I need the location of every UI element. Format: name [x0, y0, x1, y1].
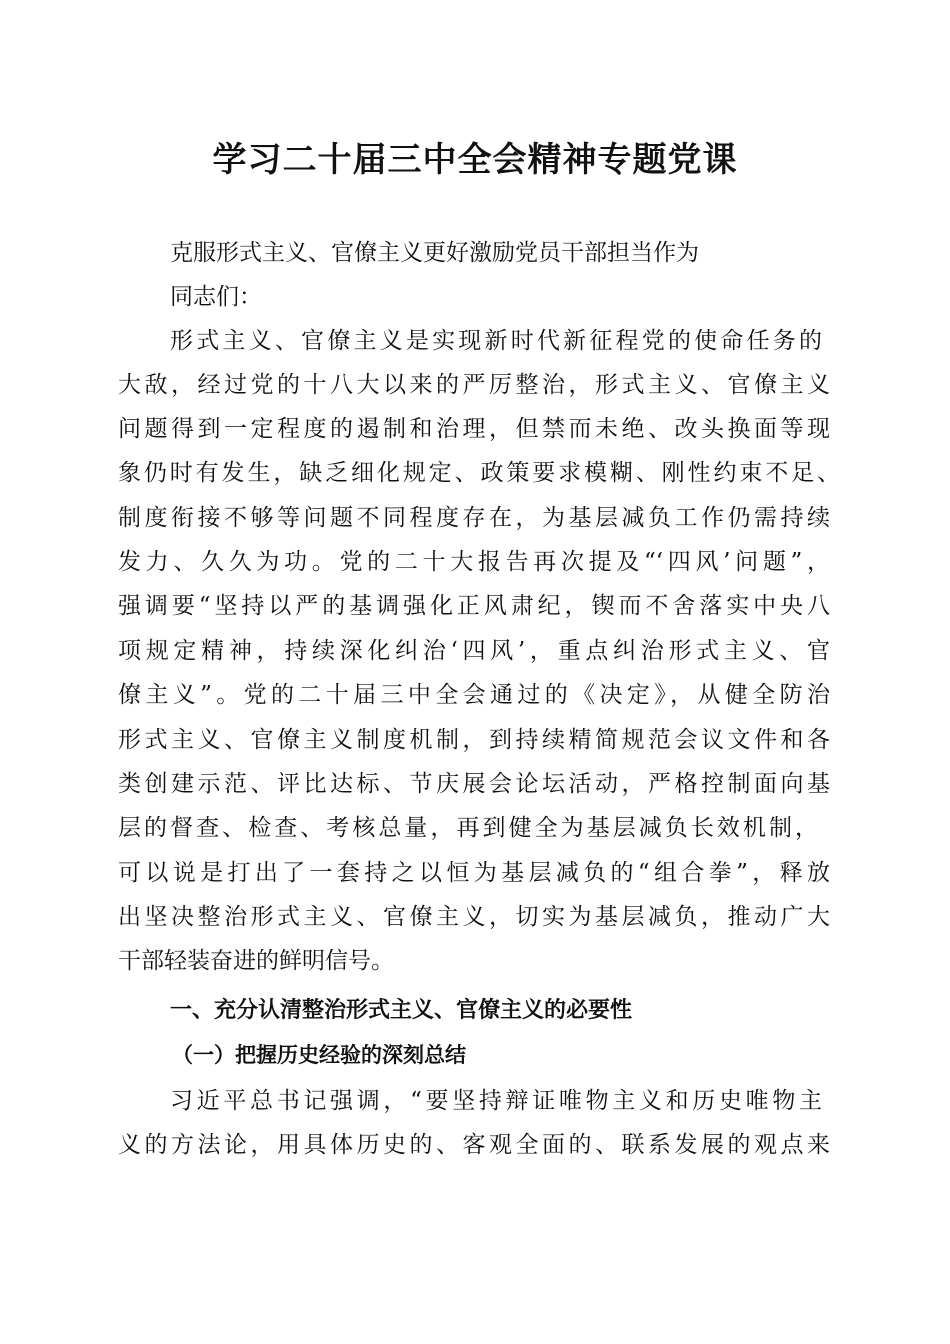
- paragraph-line: 僚主义”。党的二十届三中全会通过的《决定》，从健全防治: [118, 682, 830, 708]
- paragraph-line: 形式主义、官僚主义制度机制，到持续精简规范会议文件和各: [118, 727, 830, 753]
- paragraph-line: 制度衔接不够等问题不同程度存在，为基层减负工作仍需持续: [118, 505, 830, 531]
- paragraph-line: 层的督查、检查、考核总量，再到健全为基层减负长效机制，: [118, 815, 818, 841]
- paragraph-line: 象仍时有发生，缺乏细化规定、政策要求模糊、刚性约束不足、: [118, 460, 840, 486]
- paragraph-line: 形式主义、官僚主义是实现新时代新征程党的使命任务的: [170, 328, 822, 354]
- paragraph-line: 发力、久久为功。党的二十大报告再次提及“‘四风’问题”，: [118, 549, 830, 575]
- paragraph-line: 项规定精神，持续深化纠治‘四风’，重点纠治形式主义、官: [118, 638, 830, 664]
- paragraph-line: 强调要“坚持以严的基调强化正风肃纪，锲而不舍落实中央八: [118, 593, 830, 619]
- document-title: 学习二十届三中全会精神专题党课: [212, 140, 738, 180]
- paragraph-line: 大敌，经过党的十八大以来的严厉整治，形式主义、官僚主义: [118, 372, 830, 398]
- paragraph-line: 习近平总书记强调，“要坚持辩证唯物主义和历史唯物主: [170, 1088, 822, 1114]
- paragraph-line: 问题得到一定程度的遏制和治理，但禁而未绝、改头换面等现: [118, 416, 830, 442]
- paragraph-line: 义的方法论，用具体历史的、客观全面的、联系发展的观点来: [118, 1132, 830, 1158]
- document-subtitle: 克服形式主义、官僚主义更好激励党员干部担当作为: [170, 240, 699, 266]
- salutation: 同志们：: [170, 284, 262, 310]
- paragraph-line: 出坚决整治形式主义、官僚主义，切实为基层减负，推动广大: [118, 904, 830, 930]
- subsection-heading: （一）把握历史经验的深刻总结: [172, 1042, 466, 1067]
- paragraph-line: 干部轻装奋进的鲜明信号。: [118, 948, 394, 974]
- section-heading: 一、充分认清整治形式主义、官僚主义的必要性: [170, 998, 633, 1023]
- paragraph-line: 类创建示范、评比达标、节庆展会论坛活动，严格控制面向基: [118, 771, 830, 797]
- paragraph-line: 可以说是打出了一套持之以恒为基层减负的“组合拳”，释放: [118, 860, 830, 886]
